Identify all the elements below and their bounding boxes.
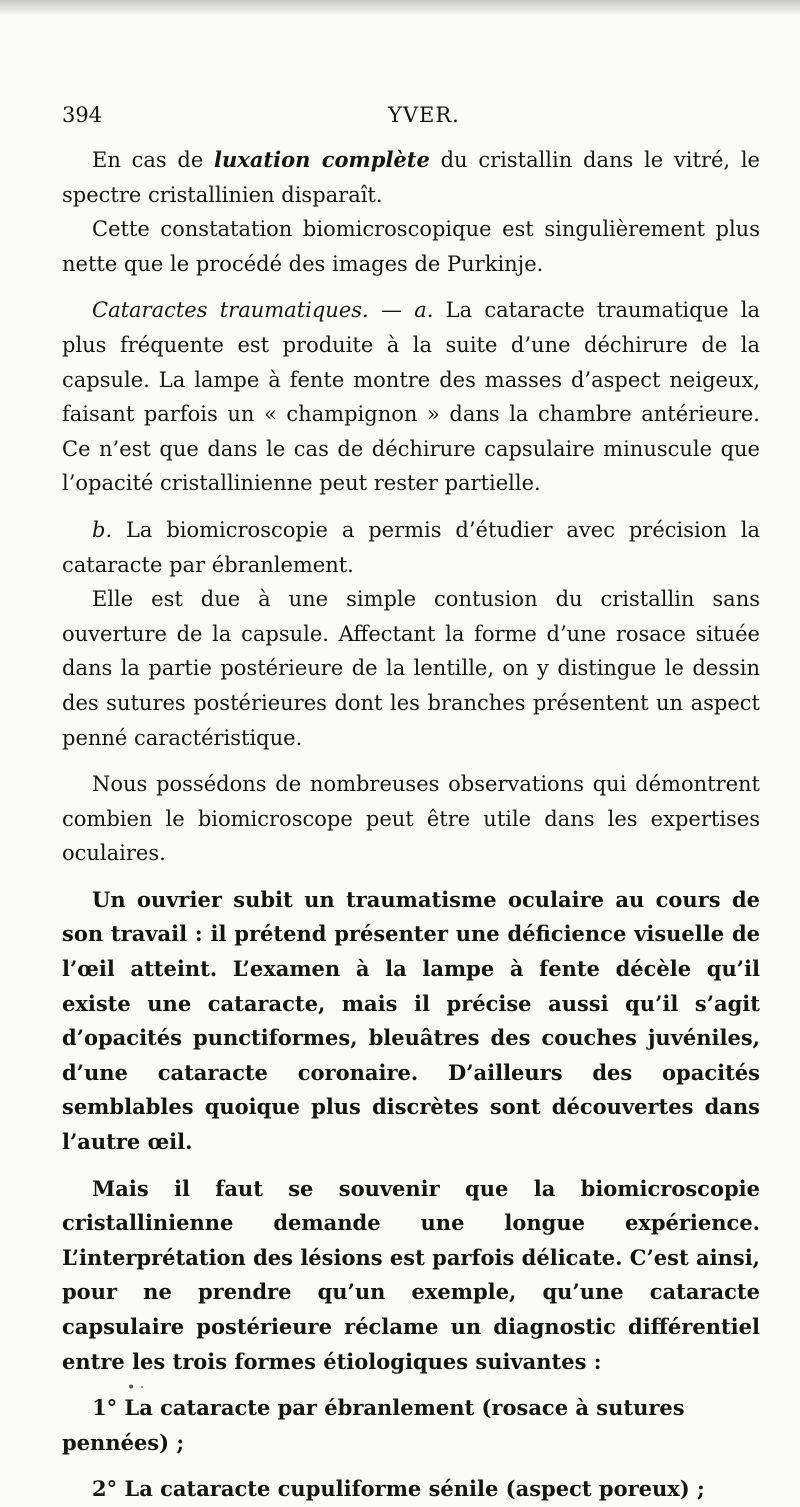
text-run: Mais il faut se souvenir que la biomicroscopie cristallinienne demande une longue expérience. L’interprétation des lésions est parfois délicate. C’est ainsi, pour ne prendre qu’un exemple, qu’une cataracte capsulaire postérieure réclame un diagnostic différentiel entre les trois formes étiologiques suivantes :: [62, 1175, 760, 1374]
body-text: [62, 143, 760, 1507]
text-run: Elle est due à une simple contusion du cristallin sans ouverture de la capsule. Affectant la forme d’une rosace située dans la partie postérieure de la lentille, on y distingue le dessin des sutures postérieures dont les branches présentent un aspect penné caractéristique.: [62, 587, 760, 750]
running-head: [62, 103, 762, 131]
paragraph-p2: [62, 212, 760, 281]
text-run: La biomicroscopie a permis d’étudier avec précision la cataracte par ébranlement.: [62, 517, 760, 577]
paragraph-p3: [62, 293, 760, 501]
text-run: a.: [414, 298, 434, 323]
text-run: En cas de: [92, 148, 215, 172]
text-run: du cristallin dans le vitré, le spectre cristallinien disparaît.: [62, 148, 760, 207]
paragraph-p9: [62, 1391, 760, 1460]
text-run: Nous possédons de nombreuses observations qui démontrent combien le biomicroscope peut être utile dans les expertises oculaires.: [62, 772, 760, 866]
paragraph-p10: [62, 1472, 760, 1507]
text-run: 1° La cataracte par ébranlement (rosace à sutures pennées) ;: [62, 1395, 685, 1455]
running-title: YVER.: [388, 103, 460, 127]
page-number: 394: [62, 103, 103, 127]
text-run: b.: [92, 517, 113, 542]
text-run: luxation complète: [214, 147, 430, 172]
text-run: Cette constatation biomicroscopique est singulièrement plus nette que le procédé des images de Purkinje.: [62, 217, 760, 276]
paragraph-p5: [62, 582, 760, 755]
paragraph-p6: [62, 767, 760, 871]
text-run: Un ouvrier subit un traumatisme oculaire au cours de son travail : il prétend présenter une déficience visuelle de l’œil atteint. L’examen à la lampe à fente décèle qu’il existe une cataracte, mais il précise aussi qu’il s’agit d’opacités punctiformes, bleuâtres des couches juvéniles, d’une cataracte coronaire. D’ailleurs des opacités semblables quoique plus discrètes sont découvertes dans l’autre œil.: [62, 886, 760, 1155]
paragraph-p8: [62, 1172, 760, 1380]
paragraph-p7: [62, 883, 760, 1160]
text-run: La cataracte traumatique la plus fréquente est produite à la suite d’une déchirure de la capsule. La lampe à fente montre des masses d’aspect neigeux, faisant parfois un « champignon » dans la chambre antérieure. Ce n’est que dans le cas de déchirure capsulaire minuscule que l’opacité cristallinienne peut rester partielle.: [62, 298, 760, 496]
text-run: Cataractes traumatiques.: [92, 298, 369, 323]
text-run: —: [368, 298, 415, 323]
paragraph-p4: [62, 513, 760, 582]
paragraph-p1: [62, 143, 760, 212]
printer-dots: • ·: [127, 1380, 145, 1396]
text-run: 2° La cataracte cupuliforme sénile (aspect poreux) ;: [92, 1476, 705, 1502]
